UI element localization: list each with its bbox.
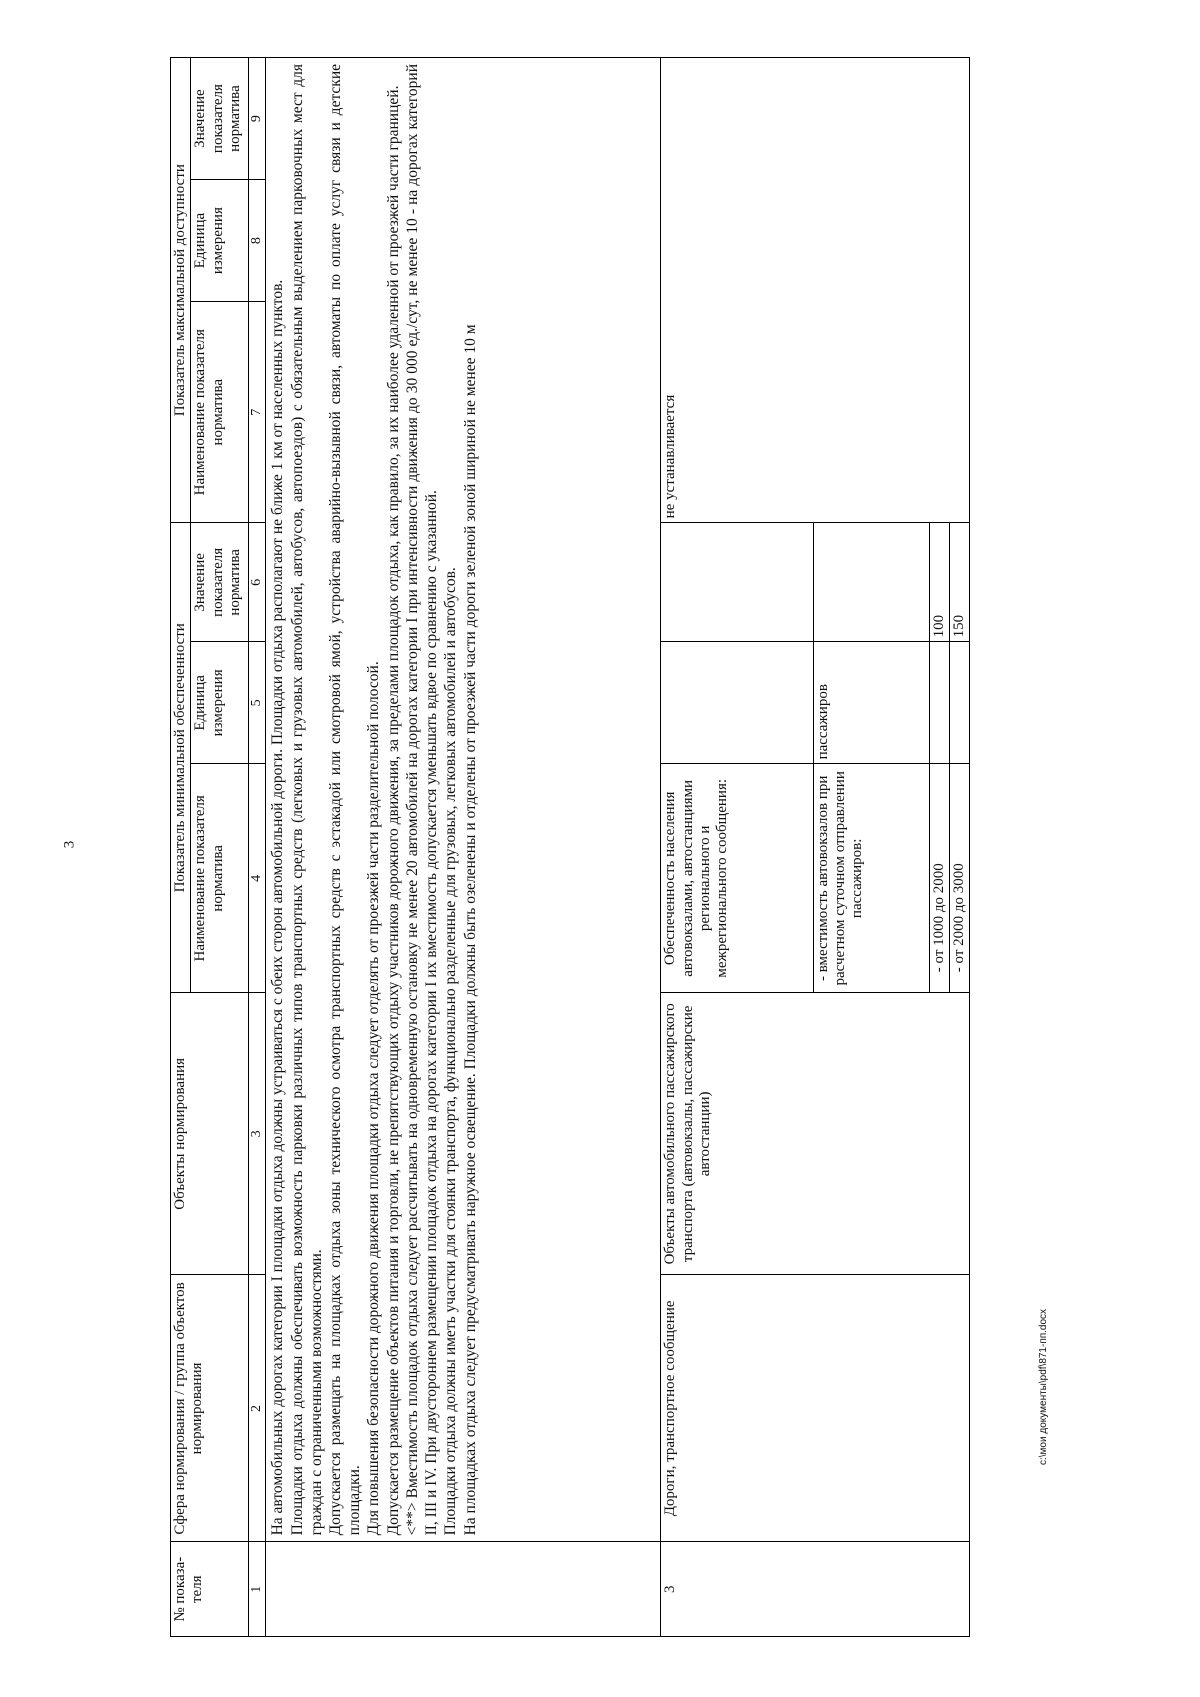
note-paragraph: Допускается размещение объектов питания и торговли, не препятствующих отдыху участников дорожного движения, за пределами площадок отдыха, как правило, за их наиболее удаленной от проезжей части границей. xyxy=(384,85,402,1536)
note-paragraph: Площадки отдыха должны обеспечивать возможность парковки различных типов транспортных средств (легковых и грузовых автомобилей, автобусов, автопоездов) с обязательным выделением парковочных мест для граждан с ограниченными возможностями. xyxy=(288,64,325,1536)
note-paragraph: <**> Вместимость площадок отдыха следует рассчитывать на одновременную остановку не менее 20 автомобилей на дорогах категории I при интенсивности движения до 30 000 ед./сут, не менее 10 - на дорогах категорий II, III и IV. При двустороннем размещении площадок отдыха на дорогах категории I их вместимость допускается уменьшать вдвое по сравнению с указанной. xyxy=(403,64,441,1536)
range-unit-empty xyxy=(949,642,969,764)
rotated-table-container xyxy=(170,57,970,1637)
row3-value-empty xyxy=(661,523,813,642)
note-paragraph: Допускается размещать на площадках отдыха зоны технического осмотра транспортных средств с эстакадой или смотровой ямой, устройства аварийно-вызывной связи, автоматы по оплате услуг связи и детские площадки. xyxy=(327,64,364,1536)
row-3-a xyxy=(661,58,813,1637)
column-number: 4 xyxy=(249,764,266,993)
row3-value-empty-2 xyxy=(813,523,929,642)
row3-sphere: Дороги, транспортное сообщение xyxy=(661,1275,970,1542)
header-group-min: Показатель минимальной обеспеченности xyxy=(171,523,191,993)
column-number: 3 xyxy=(249,993,266,1275)
column-number: 5 xyxy=(249,642,266,764)
header-col-sphere: Сфера нормирования / группа объектов нормирования xyxy=(171,1275,249,1542)
range-unit-empty xyxy=(929,642,949,764)
range-value: 100 xyxy=(929,523,949,642)
header-col6: Значение показателя норматива xyxy=(191,523,249,642)
column-number: 8 xyxy=(249,180,266,302)
note-paragraph: На площадках отдыха следует предусматривать наружное освещение. Площадки должны быть озеленены и отделены от проезжей части дороги зеленой зоной шириной не менее 10 м xyxy=(461,324,479,1536)
header-row-1 xyxy=(171,58,191,1637)
footer-file-path: c:\мои документы\pdf\871-пп.docx xyxy=(1038,1308,1049,1465)
notes-cell xyxy=(266,58,661,1542)
row3-number: 3 xyxy=(661,1542,970,1637)
range-label: - от 1000 до 2000 xyxy=(929,764,949,993)
range-value: 150 xyxy=(949,523,969,642)
header-col7: Наименование показателя норматива xyxy=(191,302,249,523)
column-number: 9 xyxy=(249,58,266,180)
notes-empty-cell xyxy=(266,1542,661,1637)
notes-row xyxy=(266,58,661,1637)
row3-unit: пассажиров xyxy=(813,642,929,764)
header-col8: Единица измерения xyxy=(191,180,249,302)
row3-indicator: Обеспеченность населения автовокзалами, автостанциями регионального и межрегионального сообщения: xyxy=(661,764,813,993)
norms-table xyxy=(170,57,970,1637)
header-col-objects: Объекты нормирования xyxy=(171,993,249,1275)
note-paragraph: Для повышения безопасности дорожного движения площадки отдыха следует отделять от проезжей части разделительной полосой. xyxy=(365,661,383,1536)
row3-sub-indicator: - вместимость автовокзалов при расчетном суточном отправлении пассажиров: xyxy=(813,764,929,993)
header-group-max: Показатель максимальной доступности xyxy=(171,58,191,523)
header-col9: Значение показателя норматива xyxy=(191,58,249,180)
column-number: 6 xyxy=(249,523,266,642)
row3-max-access: не устанавливается xyxy=(661,58,970,523)
column-number: 2 xyxy=(249,1275,266,1542)
header-col-number: № показа-теля xyxy=(171,1542,249,1637)
row3-unit-empty xyxy=(661,642,813,764)
range-label: - от 2000 до 3000 xyxy=(949,764,969,993)
row3-objects: Объекты автомобильного пассажирского транспорта (автовокзалы, пассажирские автостанции) xyxy=(661,993,970,1275)
column-number: 1 xyxy=(249,1542,266,1637)
note-paragraph: На автомобильных дорогах категории I площадки отдыха должны устраиваться с обеих сторон автомобильной дороги. Площадки отдыха располагают не ближе 1 км от населенных пунктов. xyxy=(269,279,287,1536)
header-col4: Наименование показателя норматива xyxy=(191,764,249,993)
column-number-row xyxy=(249,58,266,1637)
header-col5: Единица измерения xyxy=(191,642,249,764)
note-paragraph: Площадки отдыха должны иметь участки для стоянки транспорта, функционально разделенные для грузовых, легковых автомобилей и автобусов. xyxy=(442,567,460,1536)
column-number: 7 xyxy=(249,302,266,523)
page-number: 3 xyxy=(61,840,78,849)
